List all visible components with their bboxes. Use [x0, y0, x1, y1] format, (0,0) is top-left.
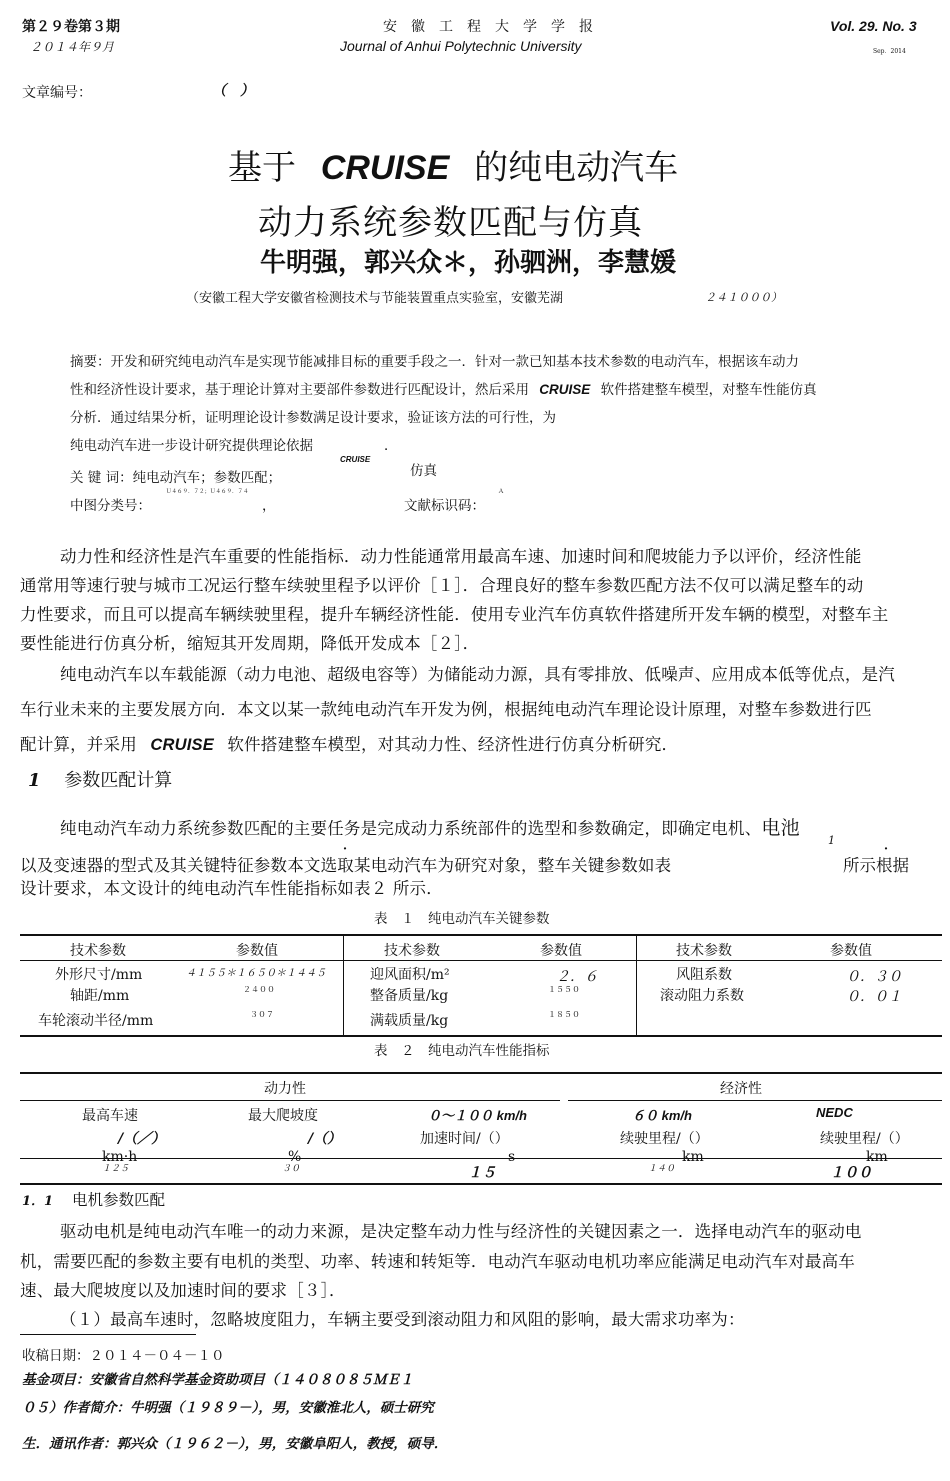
table1-cell: １５５０	[548, 985, 580, 994]
table2-value: １００	[830, 1165, 872, 1181]
table2-group-rule-1	[20, 1100, 560, 1101]
abstract-cruise: CRUISE	[539, 382, 591, 397]
table2-header: 最高车速	[82, 1108, 138, 1124]
table1-cell: ０．０１	[846, 989, 902, 1005]
keyword-simulation: 仿真	[410, 463, 437, 479]
abstract-line-3: 分析．通过结果分析，证明理论设计参数满足设计要求，验证该方法的可行性，为	[70, 410, 556, 426]
section-1-heading	[28, 766, 172, 792]
table2-header-unit: /（／）	[118, 1131, 166, 1147]
table2-header-unit: 续驶里程/（）	[820, 1131, 909, 1147]
table1-cell: 滚动阻力系数	[660, 988, 744, 1004]
table1-divider-2	[636, 935, 637, 1035]
table2-unit: km	[866, 1149, 888, 1165]
para2-line3	[20, 731, 678, 755]
section-1-1-heading	[22, 1188, 165, 1210]
header-date-cn: ２０１４年９月	[30, 40, 115, 54]
table2-head-rule	[20, 1158, 942, 1159]
para2-line1: 纯电动汽车以车载能源（动力电池、超级电容等）为储能动力源，具有零排放、低噪声、应用成本低等优点，是汽	[60, 665, 895, 684]
table2-group-rule-2	[568, 1100, 942, 1101]
header-volume-cn: 第２９卷第３期	[22, 19, 120, 35]
para2-line3-pre: 配计算，并采用	[20, 735, 137, 754]
table1-header: 技术参数	[70, 943, 126, 959]
table1-cell: ３０７	[250, 1010, 274, 1019]
table2-group-economy: 经济性	[720, 1081, 762, 1097]
para3-line1-pre: 纯电动汽车动力系统参数匹配的主要任务是完成动力系统部件的选型和参数确定，即确定电机、	[60, 819, 762, 838]
para2-line2: 车行业未来的主要发展方向．本文以某一款纯电动汽车开发为例，根据纯电动汽车理论设计原理，对整车参数进行匹	[20, 700, 872, 719]
table2-header-unit: 续驶里程/（）	[620, 1131, 709, 1147]
table1-top-rule	[20, 934, 942, 936]
table1-cell: ２４００	[243, 985, 275, 994]
table2-header: 最大爬坡度	[248, 1108, 318, 1124]
table1-cell: 满载质量/kg	[370, 1013, 449, 1029]
para3-line2: 以及变速器的型式及其关键特征参数本文选取某电动汽车为研究对象，整车关键参数如表	[20, 856, 672, 875]
para3-line3: 设计要求，本文设计的纯电动汽车性能指标如表２ 所示．	[20, 879, 443, 898]
header-date-en: Sep．2014	[873, 48, 906, 55]
table1-cell: ４１５５＊１６５０＊１４４５	[186, 968, 326, 979]
table2-caption: 表 ２ 纯电动汽车性能指标	[374, 1043, 550, 1059]
abstract-line-4: 纯电动汽车进一步设计研究提供理论依据	[70, 438, 313, 454]
table1-bottom-rule	[20, 1035, 942, 1037]
table1-cell: 风阻系数	[676, 967, 732, 983]
affiliation: （安徽工程大学安徽省检测技术与节能装置重点实验室，安徽芜湖	[186, 291, 564, 306]
table1-caption: 表 １ 纯电动汽车关键参数	[374, 911, 550, 927]
article-number-label: 文章编号：	[22, 85, 92, 101]
para3-battery: 电池	[761, 817, 800, 839]
para3-dot-2: ．	[884, 838, 898, 853]
sec11-line1: 驱动电机是纯电动汽车唯一的动力来源，是决定整车动力性与经济性的关键因素之一．选择电动汽车的驱动电	[60, 1222, 862, 1241]
title-line-1	[228, 140, 678, 189]
title-cruise: CRUISE	[320, 149, 450, 187]
footnote-rule	[20, 1334, 196, 1335]
para3-line1	[60, 813, 800, 840]
table2-group-power: 动力性	[264, 1081, 306, 1097]
footnote-correspondence: 生．通讯作者：郭兴众（１９６２－），男，安徽阜阳人，教授，硕导．	[22, 1436, 448, 1452]
para1-line3: 力性要求，而且可以提高车辆续驶里程，提升车辆经济性能．使用专业汽车仿真软件搭建所开发车辆的模型，对整车主	[20, 605, 889, 624]
footnote-fund: 基金项目：安徽省自然科学基金资助项目（１４０８０８５ＭＥ１	[22, 1372, 414, 1388]
section-1-1-title: 电机参数匹配	[72, 1191, 166, 1209]
section-1-title: 参数匹配计算	[64, 770, 173, 791]
keyword-cruise: CRUISE	[340, 455, 371, 464]
table1-cell: 整备质量/kg	[370, 988, 449, 1004]
table1-header: 技术参数	[384, 943, 440, 959]
postcode: ２４１０００）	[705, 291, 782, 304]
table1-header: 参数值	[830, 943, 872, 959]
abstract-line-2	[70, 378, 817, 398]
document-code-label: 文献标识码：	[404, 498, 485, 514]
table2-value: １２５	[102, 1164, 130, 1174]
footnote-bio: ０５）作者简介：牛明强（１９８９－），男，安徽淮北人，硕士研究	[22, 1400, 434, 1416]
authors: 牛明强，郭兴众＊，孙驷洲，李慧媛	[260, 248, 677, 278]
abstract-line-1: 摘要：开发和研究纯电动汽车是实现节能减排目标的重要手段之一．针对一款已知基本技术参数的电动汽车，根据该车动力	[70, 354, 799, 370]
table2-value: ３０	[282, 1164, 301, 1174]
section-1-1-number: 1．1	[22, 1194, 54, 1209]
table2-bottom-rule	[20, 1183, 942, 1185]
sec11-line4: （１）最高车速时，忽略坡度阻力，车辆主要受到滚动阻力和风阻的影响，最大需求功率为：	[60, 1310, 745, 1329]
table2-value: １４０	[648, 1164, 676, 1174]
table1-divider-1	[343, 935, 344, 1035]
table2-header: NEDC	[816, 1105, 853, 1120]
title-suffix: 的纯电动汽车	[474, 148, 679, 188]
table2-top-rule	[20, 1072, 942, 1074]
table1-cell: ０．３０	[846, 969, 902, 985]
table1-header: 参数值	[540, 943, 582, 959]
table2-header-unit: 加速时间/（）	[420, 1131, 509, 1147]
para1-line4: 要性能进行仿真分析，缩短其开发周期，降低开发成本［２］．	[20, 634, 480, 653]
table2-header-unit: /（）	[308, 1131, 342, 1147]
article-number-paren: （ ）	[212, 83, 254, 99]
para3-line2-post: 所示根据	[843, 856, 909, 875]
clc-codes: Ｕ４６９．７２；Ｕ４６９．７４	[166, 489, 249, 495]
section-1-number: 1	[28, 770, 41, 791]
keywords: 关 键 词：纯电动汽车；参数匹配；	[70, 470, 282, 486]
abstract-line-4-dot: ．	[384, 438, 398, 454]
table2-unit: km	[682, 1149, 704, 1165]
table2-unit: %	[288, 1149, 302, 1165]
clc-comma: ，	[262, 498, 276, 514]
para2-cruise: CRUISE	[150, 736, 214, 754]
table2-value: １５	[468, 1165, 496, 1181]
para2-line3-post: 软件搭建整车模型，对其动力性、经济性进行仿真分析研究．	[227, 735, 679, 754]
title-line-2: 动力系统参数匹配与仿真	[258, 203, 643, 243]
table1-cell: 迎风面积/m²	[370, 967, 450, 983]
table1-cell: 外形尺寸/mm	[55, 967, 143, 983]
para1-line1: 动力性和经济性是汽车重要的性能指标．动力性能通常用最高车速、加速时间和爬坡能力予以评价，经济性能	[60, 547, 862, 566]
header-journal-en: Journal of Anhui Polytechnic University	[340, 38, 582, 54]
table1-header: 技术参数	[676, 943, 732, 959]
table1-cell: ２．６	[556, 969, 598, 985]
header-journal-cn: 安 徽 工 程 大 学 学 报	[383, 19, 593, 35]
clc-label: 中图分类号：	[70, 498, 151, 514]
document-code: Ａ	[498, 488, 505, 495]
table1-header: 参数值	[236, 943, 278, 959]
sec11-line2: 机，需要匹配的参数主要有电机的类型、功率、转速和转矩等．电动汽车驱动电机功率应能满足电动汽车对最高车	[20, 1252, 855, 1271]
para1-line2: 通常用等速行驶与城市工况运行整车续驶里程予以评价［１］．合理良好的整车参数匹配方法不仅可以满足整车的动	[20, 576, 864, 595]
title-prefix: 基于	[228, 148, 296, 188]
table1-cell: １８５０	[548, 1010, 580, 1019]
para3-dot-1: ．	[343, 838, 357, 853]
abstract-line-2-pre: 性和经济性设计要求，基于理论计算对主要部件参数进行匹配设计，然后采用	[70, 382, 529, 398]
table1-cell: 车轮滚动半径/mm	[38, 1013, 154, 1029]
para3-ref-1: 1	[828, 834, 835, 847]
table2-unit: km·h	[102, 1149, 138, 1165]
table2-unit: s	[508, 1149, 516, 1165]
table1-head-rule	[20, 960, 942, 961]
table2-header: ０～１００ km/h	[428, 1108, 527, 1123]
sec11-line3: 速、最大爬坡度以及加速时间的要求［３］．	[20, 1281, 346, 1300]
table2-header: ６０ km/h	[632, 1108, 692, 1123]
footnote-received: 收稿日期：２０１４－０４－１０	[22, 1348, 225, 1364]
table1-cell: 轴距/mm	[70, 988, 130, 1004]
header-volume-en: Vol. 29. No. 3	[830, 18, 917, 34]
abstract-line-2-post: 软件搭建整车模型，对整车性能仿真	[600, 382, 817, 398]
